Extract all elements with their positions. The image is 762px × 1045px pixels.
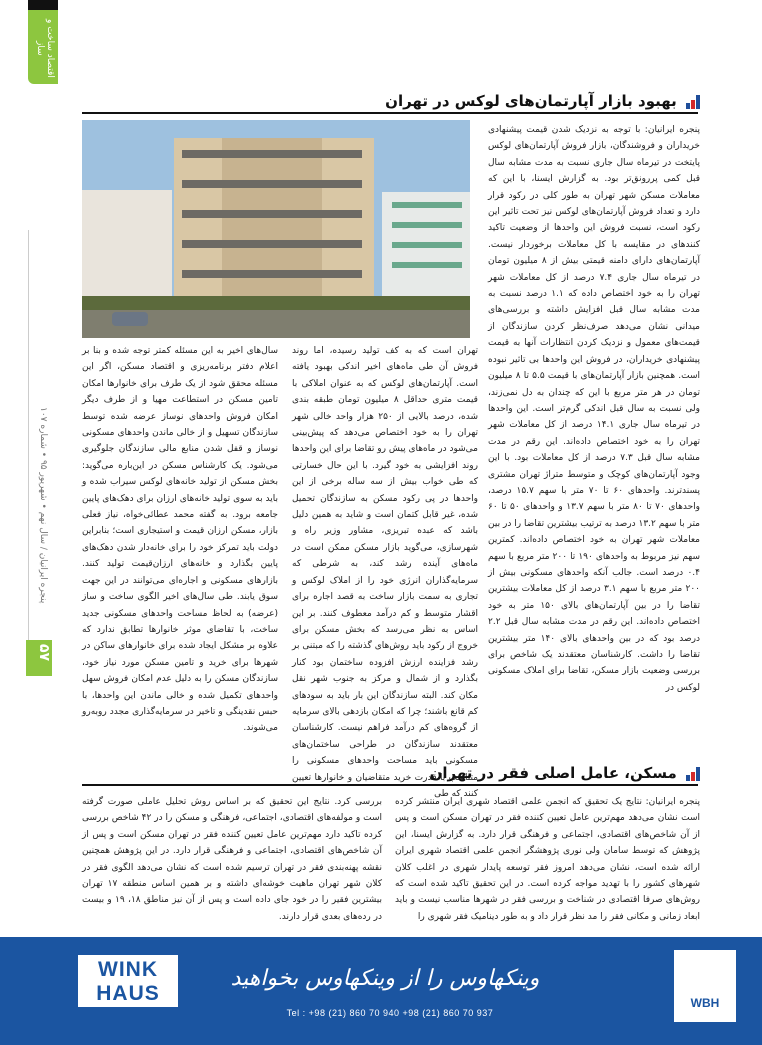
bar-chart-icon — [686, 95, 700, 109]
article1-column-right: پنجره ایرانیان: با توجه به نزدیک شدن قیمت پیشنهادی خریداران و فروشندگان، بازار فروش آپارتمان‌های لوکس پایتخت در تیرماه سال جاری نسبت به مدت مشابه سال قبل کمی پررونق‌تر بود. به گزارش ایسنا، با این که معاملات مسکن شهر تهران به طور کلی در رکود قرار دارد و تعداد فروش آپارتمان‌های لوکس نیز تحت تاثیر این رکود است، نسبت فروش این واحدها از وضعیت تاکید کنندهای در مقایسه با کل معاملات برخوردار نیست. آپارتمان‌های دارای دامنه قیمتی بیش از ۸ میلیون تومان در تیرماه سال جاری ۷.۴ درصد از کل معاملات شهر تهران را به خود اختصاص داده که ۱.۱ درصد نسبت به مدت مشابه سال قبل افزایش داشته و بررسی‌های میدانی نشان می‌دهد صرف‌نظر کردن سازندگان از قیمت‌های معمول و نزدیک کردن انتظارات آنها به قیمت پیشنهادی خریداران، در فروش این واحدها بی تاثیر نبوده است. همچنین بازار آپارتمان‌های با قیمت ۵.۵ تا ۸ میلیون تومان در هر متر مربع با این که چندان به دل نمی‌زند، ولی نسبت به سال قبل اندکی گرم‌تر است. این واحدها در تیرماه سال جاری ۱۴.۱ درصد از کل معاملات شهر تهران را به خود اختصاص داده‌اند. این رقم در مدت مشابه سال قبل ۷.۳ درصد از کل معاملات بود. با این وجود آپارتمان‌های کوچک و متوسط متراژ تهران مشتری پسندترند. واحدهای ۶۰ تا ۷۰ متر با سهم ۱۵.۷ درصد، واحدهای ۷۰ تا ۸۰ متر با سهم ۱۳.۷ و واحدهای ۵۰ تا ۶۰ متر با سهم ۱۳.۲ درصد به ترتیب بیشترین تقاضا را در بین معاملات شهر تهران به خود اختصاص داده‌اند. کمترین سهم نیز مربوط به واحدهای ۱۹۰ تا ۲۰۰ متر مربع با سهم ۰.۴ درصد است. جالب آنکه واحدهای مسکونی بیش از ۲۰۰ متر مربع با سهم ۳.۱ درصد از کل معاملات بیشترین تقاضا را در بین آپارتمان‌های بالای ۱۵۰ متر به خود اختصاص داده‌اند. این رقم در مدت مشابه سال قبل ۲.۲ درصد بود که در بین واحدهای بالای ۱۴۰ متر بیشترین تقاضا را داشت. کارشناسان معتقدند یک شاخص برای بررسی وضعیت بازار مسکن، تقاضا برای املاک مسکونی لوکس در — [488, 125, 701, 693]
bar-chart-icon — [686, 767, 700, 781]
ad-slogan: وینکهاوس را از وینکهاوس بخواهید — [230, 966, 540, 991]
article2-column-left: بررسی کرد. نتایج این تحقیق که بر اساس روش تحلیل عاملی صورت گرفته است و مولفه‌های اقتصادی، اجتماعی، فرهنگی و مسکن را در ۴۲ شاخص بررسی کرده تاکید دارد مهم‌ترین عامل تعیین کننده فقر در تهران مسکن است و پس از آن شاخص‌های اقتصادی، اجتماعی و فرهنگی قرار دارد. در این پژوهش همچنین نقشه پهنه‌بندی فقر در تهران ترسیم شده است که نشان می‌دهد الگوی فقر در کلان شهر تهران ماهیت خوشه‌ای داشته و بر همین اساس منطقه ۱۷ تهران بیشترین فقیر را در خود جای داده است و پس از آن نیز مناطق ۱۸، ۱۹ و بیست در رده‌های بعدی قرار دارند. — [82, 797, 382, 922]
issue-line: پنجره ایرانیان / سال نهم • شهریور ۹۵ • شماره ۱۰۷ — [38, 406, 48, 604]
article2-title: مسکن، عامل اصلی فقر در تهران — [429, 764, 677, 782]
article1-column-left: سال‌های اخیر به این مسئله کمتر توجه شده و بنا بر اعلام دفتر برنامه‌ریزی و اقتصاد مسکن، اگر این مسئله محقق شود از یک طرف برای خانوارها امکان تامین مسکن در استطاعت مهیا و از طرف دیگر امکان فروش واحدهای نوساز عرضه شده توسط سازندگان تسهیل و از خالی ماندن واحدهای مسکونی نوساز و قفل شدن منابع مالی سازندگان جلوگیری می‌شود. یک کارشناس مسکن در این‌باره می‌گوید: بخش مسکن از تولید خانه‌های لوکس سیراب شده و باید به سوی تولید خانه‌های ارزان برای دهک‌های پایین جامعه برود. به گفته محمد عطائی‌خواه، نیاز فعلی بازار، مسکن ارزان قیمت و استیجاری است؛ بنابراین دولت باید تمرکز خود را برای خانه‌دار شدن دهک‌های پایین بگذارد و خانه‌های ارزان‌قیمت تولید کنند. بازارهای مسکونی و اجاره‌ای می‌توانند در این جهت سوق یابند. طی سال‌های اخیر الگوی ساخت و ساز (عرضه) به لحاظ مساحت واحدهای مسکونی جدید ساخت، با تقاضای موثر خانوارها تطابق ندارد که علاوه بر مشکل ایجاد شده برای خانوارهای ساکن در شهرها برای خرید و تامین مسکن مورد نیاز خود، سازندگان مسکن را به دلیل عدم امکان فروش سهل واحدهای تکمیل شده و خالی ماندن این واحدها، با حبس نقدینگی و تاخیر در سرمایه‌گذاری مجدد روبه‌رو می‌شوند. — [82, 346, 278, 734]
building-photo — [82, 120, 470, 338]
wbh-logo-text: WBH — [690, 996, 720, 1010]
section-tab-cap — [28, 0, 58, 10]
wbh-logo — [674, 950, 736, 1022]
ad-telephone: Tel : +98 (21) 860 70 940 +98 (21) 860 70 937 — [286, 1008, 494, 1018]
apartment-building-image — [82, 120, 470, 338]
article2-title-wrap — [280, 764, 700, 782]
winkhaus-logo-line1: WINK — [98, 958, 158, 981]
article1-rule — [82, 112, 698, 114]
article2-column-right: پنجره ایرانیان: نتایج یک تحقیق که انجمن علمی اقتصاد شهری ایران منتشر کرده است نشان می‌دهد مهم‌ترین عامل تعیین کننده فقر در تهران مسکن است و پس از آن شاخص‌های اقتصادی، اجتماعی و فرهنگی قرار دارد. به گزارش ایسنا، این پژوهش که توسط سامان ولی نوری پژوهشگر انجمن علمی اقتصاد شهری ایران ارائه شده است، نشان می‌دهد امروز فقر توسعه پایدار شهری در اغلب کلان شهرهای کشور را با تهدید مواجه کرده است. در این تحقیق تاکید شده است که روش‌های صرفا اقتصادی در شناخت و بررسی فقر در شهرها مناسب نیست و باید ابعاد زمانی و مکانی فقر را مد نظر قرار داد و به طور دینامیک فقر شهری را — [395, 797, 700, 922]
article2-rule — [82, 784, 698, 786]
article1-title: بهبود بازار آپارتمان‌های لوکس در تهران — [385, 92, 677, 110]
section-tab-label: اقتصاد ساخت و ساز — [35, 18, 55, 78]
page-margin — [0, 0, 58, 937]
winkhaus-logo-line2: HAUS — [96, 982, 160, 1005]
article1-title-wrap — [280, 92, 700, 110]
page-number: ۵۷ — [36, 644, 52, 662]
article1-column-middle: تهران است که به کف تولید رسیده، اما روند فروش آن طی ماه‌های اخیر اندکی بهبود یافته است. آپارتمان‌های لوکس که به عنوان املاکی با قیمت متری حداقل ۸ میلیون تومان طبقه بندی شده، درصد بالایی از ۲۵۰ هزار واحد خالی شهر تهران را به خود اختصاص می‌دهد که پیش‌بینی می‌شود در ماه‌های پیش رو تقاضا برای این واحدها روند افزایشی به خود گیرد. با این حال خسارتی که طی خواب بیش از سه ساله برخی از این واحدها در پی رکود مسکن به سازندگان تحمیل شده، غیر قابل کتمان است و شاید به همین دلیل باشد که عبده تبریزی، مشاور وزیر راه و شهرسازی، می‌گوید بازار مسکن ممکن است در ماه‌های آینده رشد کند، به شرطی که سرمایه‌گذاران انرژی خود را از املاک لوکس و تجاری به سمت بازار ساخت به قصد اجاره برای اقشار متوسط و کم درآمد معطوف کنند. بر این اساس به نظر می‌رسد که بخش مسکن برای خروج از رکود باید روش‌های گذشته را که مبتنی بر رشد فزاینده ارزش افزوده ساختمان بود کنار بگذارد و از شمال و مرکز به جنوب شهر نقل مکان کند. البته سازندگان این بار باید به سودهای کم قانع باشند؛ چرا که امکان بازدهی بالای سرمایه از گروه‌های کم درآمد فراهم نیست. کارشناسان معتقدند سازندگان در طراحی ساختمان‌های مسکونی باید مساحت واحدهای مسکونی را متناسب با قدرت خرید متقاضیان و خانوارها تعیین کنند که طی — [292, 346, 478, 799]
